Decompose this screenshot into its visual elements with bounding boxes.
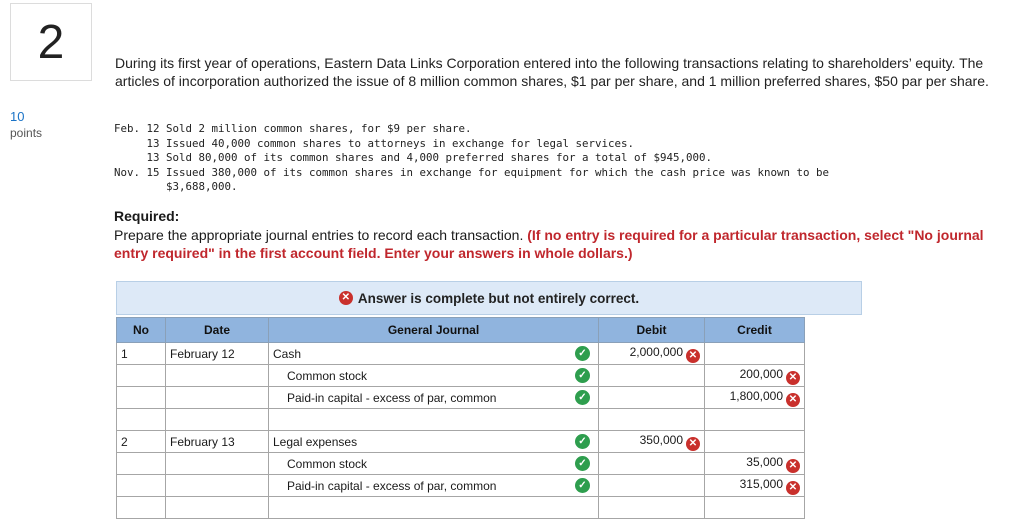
x-circle-icon: ✕ xyxy=(686,437,700,451)
header-general-journal: General Journal xyxy=(269,318,599,343)
account-name: Paid-in capital - excess of par, common xyxy=(287,478,497,493)
entry-date: February 12 xyxy=(170,346,235,361)
entry-number: 2 xyxy=(121,434,128,449)
table-row xyxy=(117,343,805,365)
table-row xyxy=(117,497,805,519)
cell-credit[interactable] xyxy=(705,409,805,431)
table-row xyxy=(117,409,805,431)
cell-account[interactable] xyxy=(269,365,599,387)
cell-account[interactable] xyxy=(269,343,599,365)
cell-credit[interactable] xyxy=(705,475,805,497)
check-circle-icon: ✓ xyxy=(575,368,590,383)
check-circle-icon: ✓ xyxy=(575,478,590,493)
header-debit: Debit xyxy=(599,318,705,343)
cell-account[interactable] xyxy=(269,497,599,519)
transactions-list: Feb. 12 Sold 2 million common shares, for $9 per share. 13 Issued 40,000 common shares to attorneys in exchange for legal services. 13 Sold 80,000 of its common shares and 4,000 preferred shares for a total of $945,000. Nov. 15 Issued 380,000 of its common shares in exchange for equipment for which the cash price was known to be $3,688,000. xyxy=(114,122,830,194)
cell-no xyxy=(117,475,166,497)
cell-debit[interactable] xyxy=(599,453,705,475)
table-row xyxy=(117,365,805,387)
cell-no xyxy=(117,497,166,519)
cell-credit[interactable] xyxy=(705,497,805,519)
cell-date[interactable] xyxy=(166,475,269,497)
required-instruction-note: (If no entry is required for a particular transaction, select "No journal entry required" in the first account field. Enter your answers in whole dollars.) xyxy=(114,227,984,261)
cell-date[interactable] xyxy=(166,409,269,431)
cell-date[interactable] xyxy=(166,497,269,519)
cell-no xyxy=(117,431,166,453)
cell-no xyxy=(117,387,166,409)
cell-debit[interactable] xyxy=(599,387,705,409)
journal-body xyxy=(117,343,805,519)
cell-debit[interactable] xyxy=(599,497,705,519)
cell-debit[interactable] xyxy=(599,365,705,387)
entry-number: 1 xyxy=(121,346,128,361)
x-circle-icon: ✕ xyxy=(786,459,800,473)
table-row xyxy=(117,475,805,497)
table-row xyxy=(117,387,805,409)
cell-account[interactable] xyxy=(269,409,599,431)
check-circle-icon: ✓ xyxy=(575,434,590,449)
journal-header-row xyxy=(117,318,805,343)
account-name: Legal expenses xyxy=(273,434,358,449)
cell-credit[interactable] xyxy=(705,387,805,409)
cell-date[interactable] xyxy=(166,387,269,409)
cell-credit[interactable] xyxy=(705,343,805,365)
cell-debit[interactable] xyxy=(599,409,705,431)
cell-debit[interactable] xyxy=(599,343,705,365)
account-name: Cash xyxy=(273,346,302,361)
x-circle-icon: ✕ xyxy=(786,393,800,407)
x-circle-icon: ✕ xyxy=(339,291,353,305)
cell-credit[interactable] xyxy=(705,431,805,453)
check-circle-icon: ✓ xyxy=(575,456,590,471)
account-name: Common stock xyxy=(287,368,368,383)
cell-account[interactable] xyxy=(269,475,599,497)
answer-status-banner xyxy=(116,281,862,315)
credit-amount: 35,000 xyxy=(746,454,783,469)
table-row xyxy=(117,431,805,453)
cell-no xyxy=(117,365,166,387)
cell-account[interactable] xyxy=(269,387,599,409)
header-credit: Credit xyxy=(705,318,805,343)
required-heading: Required: xyxy=(114,208,180,224)
credit-amount: 200,000 xyxy=(739,366,783,381)
cell-date[interactable] xyxy=(166,431,269,453)
question-number: 2 xyxy=(37,15,65,69)
cell-date[interactable] xyxy=(166,365,269,387)
check-circle-icon: ✓ xyxy=(575,390,590,405)
cell-debit[interactable] xyxy=(599,431,705,453)
required-text xyxy=(114,226,994,262)
account-name: Common stock xyxy=(287,456,368,471)
cell-credit[interactable] xyxy=(705,365,805,387)
debit-amount: 350,000 xyxy=(639,432,683,447)
table-row xyxy=(117,453,805,475)
points-label: points xyxy=(10,126,43,140)
x-circle-icon: ✕ xyxy=(786,481,800,495)
required-instruction-text: Prepare the appropriate journal entries to record each transaction. xyxy=(114,227,524,243)
header-no: No xyxy=(117,318,166,343)
journal-table xyxy=(116,317,805,519)
entry-date: February 13 xyxy=(170,434,235,449)
answer-status-text: Answer is complete but not entirely correct. xyxy=(357,290,640,306)
cell-account[interactable] xyxy=(269,453,599,475)
cell-no xyxy=(117,409,166,431)
cell-date[interactable] xyxy=(166,453,269,475)
credit-amount: 1,800,000 xyxy=(729,388,783,403)
header-date: Date xyxy=(166,318,269,343)
credit-amount: 315,000 xyxy=(739,476,783,491)
points-value: 10 xyxy=(10,109,25,124)
question-number-box xyxy=(10,3,92,81)
x-circle-icon: ✕ xyxy=(686,349,700,363)
cell-credit[interactable] xyxy=(705,453,805,475)
check-circle-icon: ✓ xyxy=(575,346,590,361)
cell-account[interactable] xyxy=(269,431,599,453)
cell-no xyxy=(117,343,166,365)
cell-debit[interactable] xyxy=(599,475,705,497)
debit-amount: 2,000,000 xyxy=(629,344,683,359)
cell-date[interactable] xyxy=(166,343,269,365)
question-intro: During its first year of operations, Eastern Data Links Corporation entered into the following transactions relating to shareholders’ equity. The articles of incorporation authorized the issue of 8 million common shares, $1 par per share, and 1 million preferred shares, $50 par per share. xyxy=(115,55,989,89)
cell-no xyxy=(117,453,166,475)
x-circle-icon: ✕ xyxy=(786,371,800,385)
account-name: Paid-in capital - excess of par, common xyxy=(287,390,497,405)
